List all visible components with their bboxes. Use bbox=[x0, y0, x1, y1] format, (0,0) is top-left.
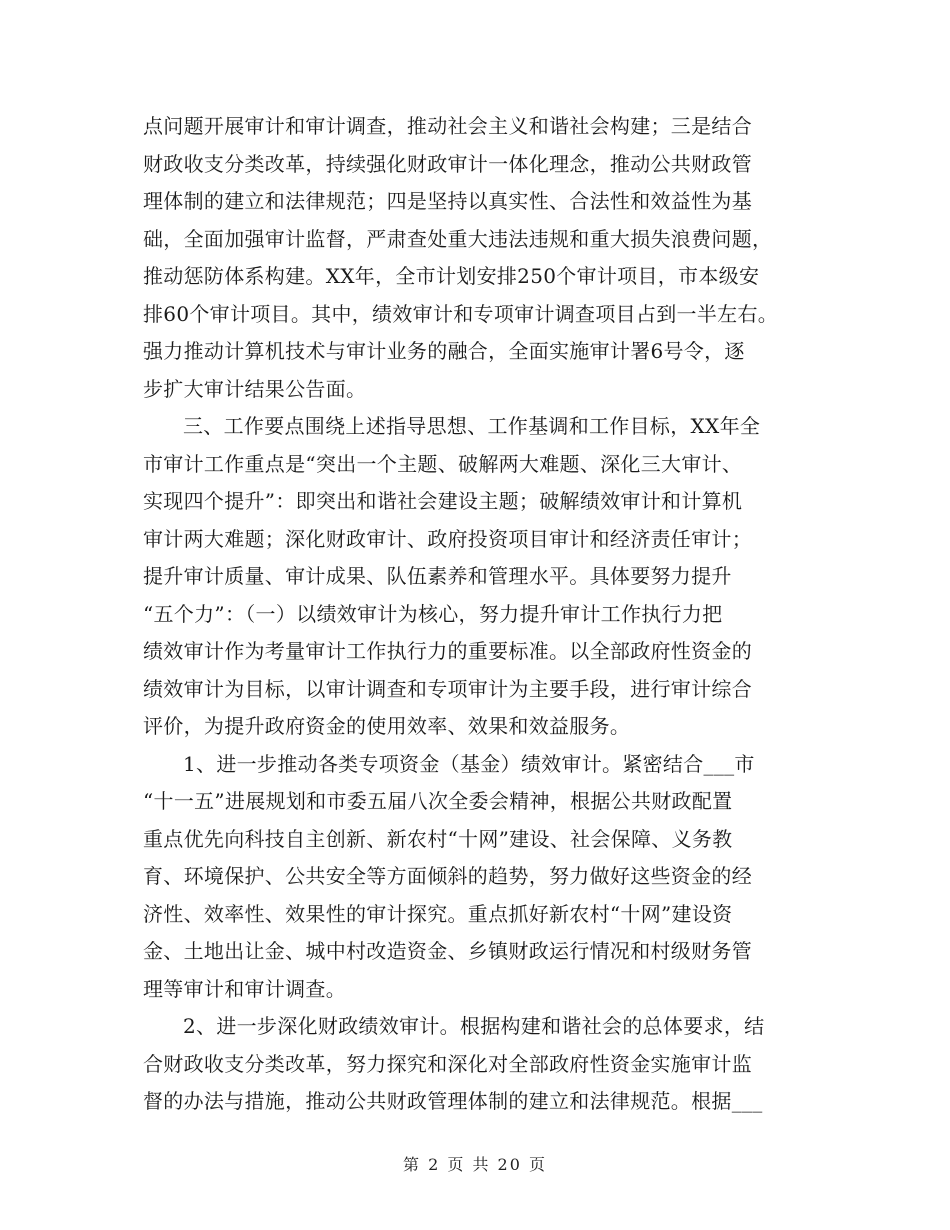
text-line: 理等审计和审计调查。 bbox=[143, 976, 346, 1001]
text-line: 点问题开展审计和审计调查，推动社会主义和谐社会构建；三是结合 bbox=[143, 114, 752, 138]
text-line: 实现四个提升”：即突出和谐社会建设主题；破解绩效审计和计算机 bbox=[143, 489, 743, 513]
text-line: 评价，为提升政府资金的使用效率、效果和效益服务。 bbox=[143, 714, 631, 738]
paragraph-3 bbox=[143, 746, 823, 1009]
paragraph-4 bbox=[143, 1008, 823, 1121]
text-line: “十一五”进展规划和市委五届八次全委会精神，根据公共财政配置 bbox=[143, 789, 733, 813]
text-line: 提升审计质量、审计成果、队伍素养和管理水平。具体要努力提升 bbox=[143, 564, 732, 588]
text-line: “五个力”：（一）以绩效审计为核心，努力提升审计工作执行力把 bbox=[143, 601, 723, 626]
text-line: 市审计工作重点是“突出一个主题、破解两大难题、深化三大审计、 bbox=[143, 451, 743, 476]
paragraph-2 bbox=[143, 408, 823, 746]
text-line: 理体制的建立和法律规范；四是坚持以真实性、合法性和效益性为基 bbox=[143, 189, 752, 213]
text-line: 合财政收支分类改革，努力探究和深化对全部政府性资金实施审计监 bbox=[143, 1051, 752, 1076]
text-line: 推动惩防体系构建。XX年，全市计划安排250个审计项目，市本级安 bbox=[143, 264, 760, 288]
text-line: 绩效审计作为考量审计工作执行力的重要标准。以全部政府性资金的 bbox=[143, 639, 752, 663]
text-line: 1、进一步推动各类专项资金（基金）绩效审计。紧密结合___市 bbox=[183, 751, 755, 776]
text-line: 财政收支分类改革，持续强化财政审计一体化理念，推动公共财政管 bbox=[143, 151, 752, 176]
document-body bbox=[143, 108, 823, 1121]
text-line: 排60个审计项目。其中，绩效审计和专项审计调查项目占到一半左右。 bbox=[143, 301, 779, 326]
text-line: 三、工作要点围绕上述指导思想、工作基调和工作目标，XX年全 bbox=[183, 414, 761, 438]
text-line: 强力推动计算机技术与审计业务的融合，全面实施审计署6号令，逐 bbox=[143, 339, 745, 363]
paragraph-1 bbox=[143, 108, 823, 408]
text-line: 础，全面加强审计监督，严肃查处重大违法违规和重大损失浪费问题， bbox=[143, 226, 773, 251]
text-line: 绩效审计为目标，以审计调查和专项审计为主要手段，进行审计综合 bbox=[143, 676, 752, 701]
text-line: 金、土地出让金、城中村改造资金、乡镇财政运行情况和村级财务管 bbox=[143, 939, 752, 963]
text-line: 济性、效率性、效果性的审计探究。重点抓好新农村“十网”建设资 bbox=[143, 901, 733, 926]
text-line: 督的办法与措施，推动公共财政管理体制的建立和法律规范。根据___ bbox=[143, 1089, 763, 1113]
text-line: 步扩大审计结果公告面。 bbox=[143, 376, 367, 401]
text-line: 审计两大难题；深化财政审计、政府投资项目审计和经济责任审计； bbox=[143, 526, 752, 551]
page-number-footer: 第 2 页 共 20 页 bbox=[403, 1155, 547, 1174]
text-line: 育、环境保护、公共安全等方面倾斜的趋势，努力做好这些资金的经 bbox=[143, 864, 752, 888]
text-line: 重点优先向科技自主创新、新农村“十网”建设、社会保障、义务教 bbox=[143, 826, 733, 851]
text-line: 2、进一步深化财政绩效审计。根据构建和谐社会的总体要求，结 bbox=[183, 1014, 765, 1038]
